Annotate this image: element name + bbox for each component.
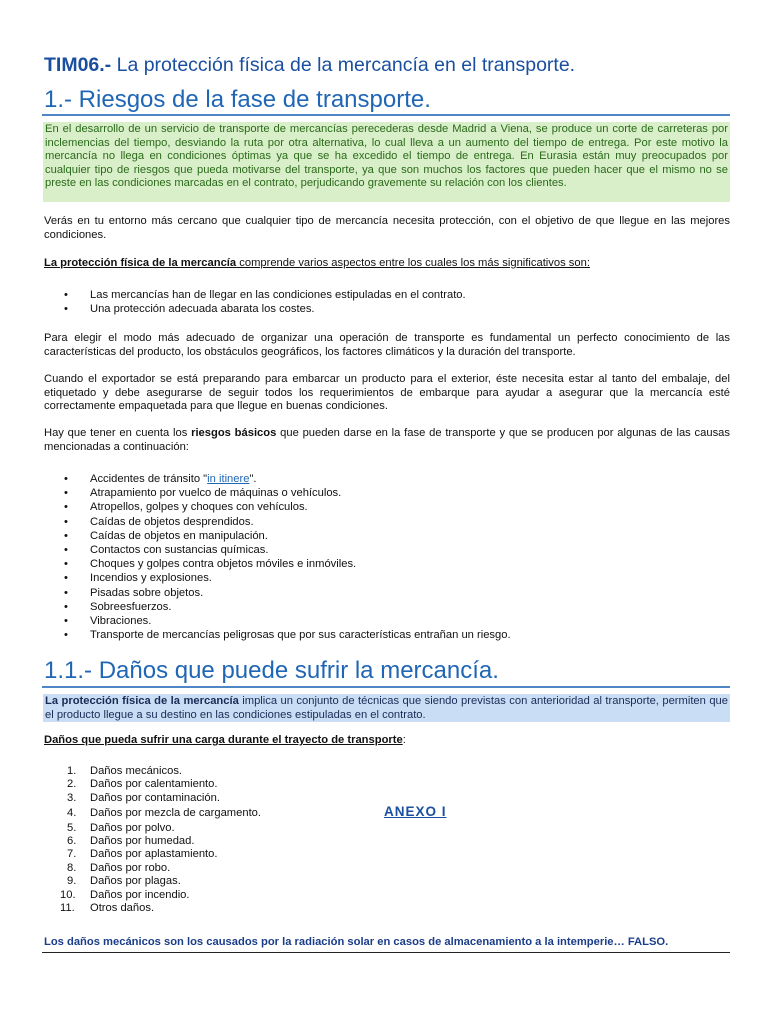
list-item: 3. Daños por contaminación. [67,791,220,804]
list-item: • Las mercancías han de llegar en las condiciones estipuladas en el contrato. [44,288,724,302]
list-item: 8. Daños por robo. [67,861,171,874]
list-item: • Atrapamiento por vuelco de máquinas o vehículos. [44,486,724,500]
aspects-intro-rest: comprende varios aspectos entre los cuales los más significativos son: [236,257,590,269]
list-item: • Incendios y explosiones. [44,571,724,585]
list-item: 1. Daños mecánicos. [67,765,183,777]
list-item: 5. Daños por polvo. [67,821,175,834]
document-code: TIM06.- [44,54,112,76]
list-item: 9. Daños por plagas. [67,875,181,888]
anexo-link[interactable]: ANEXO I [384,804,447,819]
list-item: • Una protección adecuada abarata los costes. [44,302,724,316]
section-heading-riesgos: 1.- Riesgos de la fase de transporte. [44,86,431,113]
list-item: • Pisadas sobre objetos. [44,586,724,600]
list-item: 4. Daños por mezcla de cargamento. [67,807,262,820]
heading-underline [42,686,730,688]
true-false-question: Los daños mecánicos son los causados por la radiación solar en casos de almacenamiento a la intemperie… FALSO. [44,936,669,948]
risks-list [44,472,724,642]
list-item: • Atropellos, golpes y choques con vehículos. [44,500,724,514]
list-item: 7. Daños por aplastamiento. [67,848,218,861]
scenario-highlight-box: En el desarrollo de un servicio de transporte de mercancías perecederas desde Madrid a Viena, se produce un corte de carreteras por inclemencias del tiempo, desviando la ruta por otra alternativa, lo cual lleva a un aumento del tiempo de entrega. Por este motivo la mercancía no llega en condiciones óptimas ya que se ha excedido el tiempo de entrega. En Eurasia están muy preocupados por cualquier tipo de riesgos que pueda motivarse del transporte, ya que son muchos los factores que pueden hacer que el mismo no se preste en las condiciones marcadas en el contrato, perjudicando gravemente su relación con los clientes. [43,122,730,202]
list-item: 10. Daños por incendio. [60,888,190,901]
protection-highlight-box: La protección física de la mercancía implica un conjunto de técnicas que siendo previstas con anterioridad al transporte, permiten que el producto llegue a su destino en las condiciones estipuladas en el contrato. [45,695,728,721]
aspects-intro-bold: La protección física de la mercancía [44,257,237,269]
risks-intro-paragraph: Hay que tener en cuenta los riesgos básicos que pueden darse en la fase de transporte y que se producen por algunas de las causas mencionadas a continuación: [44,427,730,453]
damages-list [44,765,724,915]
in-itinere-link[interactable]: in itinere [207,473,250,485]
intro-paragraph: Verás en tu entorno más cercano que cualquier tipo de mercancía necesita protección, con el objetivo de que llegue en las mejores condiciones. [44,215,730,241]
aspects-list [44,288,724,316]
list-item: • Choques y golpes contra objetos móviles e inmóviles. [44,557,724,571]
list-item: • Transporte de mercancías peligrosas que por sus características entrañan un riesgo. [44,628,724,642]
risks-keyword: riesgos básicos [191,427,277,439]
exporter-paragraph: Cuando el exportador se está preparando para embarcar un producto para el exterior, éste necesita estar al tanto del embalaje, del etiquetado y debe asegurarse de seguir todos los requerimientos de embarque para ayudar a asegurar que la mercancía esté correctamente empaquetada para que llegue en buenas condiciones. [44,373,730,413]
list-item: 11. Otros daños. [60,902,155,915]
heading-underline [42,114,730,116]
list-item: • Sobreesfuerzos. [44,600,724,614]
damages-list-title: Daños que pueda sufrir una carga durante el trayecto de transporte: [44,734,406,746]
question-underline [42,952,730,953]
aspects-intro [44,257,730,271]
transport-planning-paragraph: Para elegir el modo más adecuado de organizar una operación de transporte es fundamental un perfecto conocimiento de las características del producto, los obstáculos geográficos, los factores climáticos y la duración del transporte. [44,332,730,358]
list-item: 2. Daños por calentamiento. [67,778,218,791]
document-title-text: La protección física de la mercancía en el transporte. [111,54,576,76]
list-item: • Contactos con sustancias químicas. [44,543,724,557]
section-heading-danos: 1.1.- Daños que puede sufrir la mercancía. [44,657,499,684]
list-item: • Caídas de objetos desprendidos. [44,515,724,529]
list-item: 6. Daños por humedad. [67,835,195,848]
list-item: • Accidentes de tránsito "in itinere". [44,472,724,486]
list-item: • Caídas de objetos en manipulación. [44,529,724,543]
list-item: • Vibraciones. [44,614,724,628]
document-title [44,54,575,77]
